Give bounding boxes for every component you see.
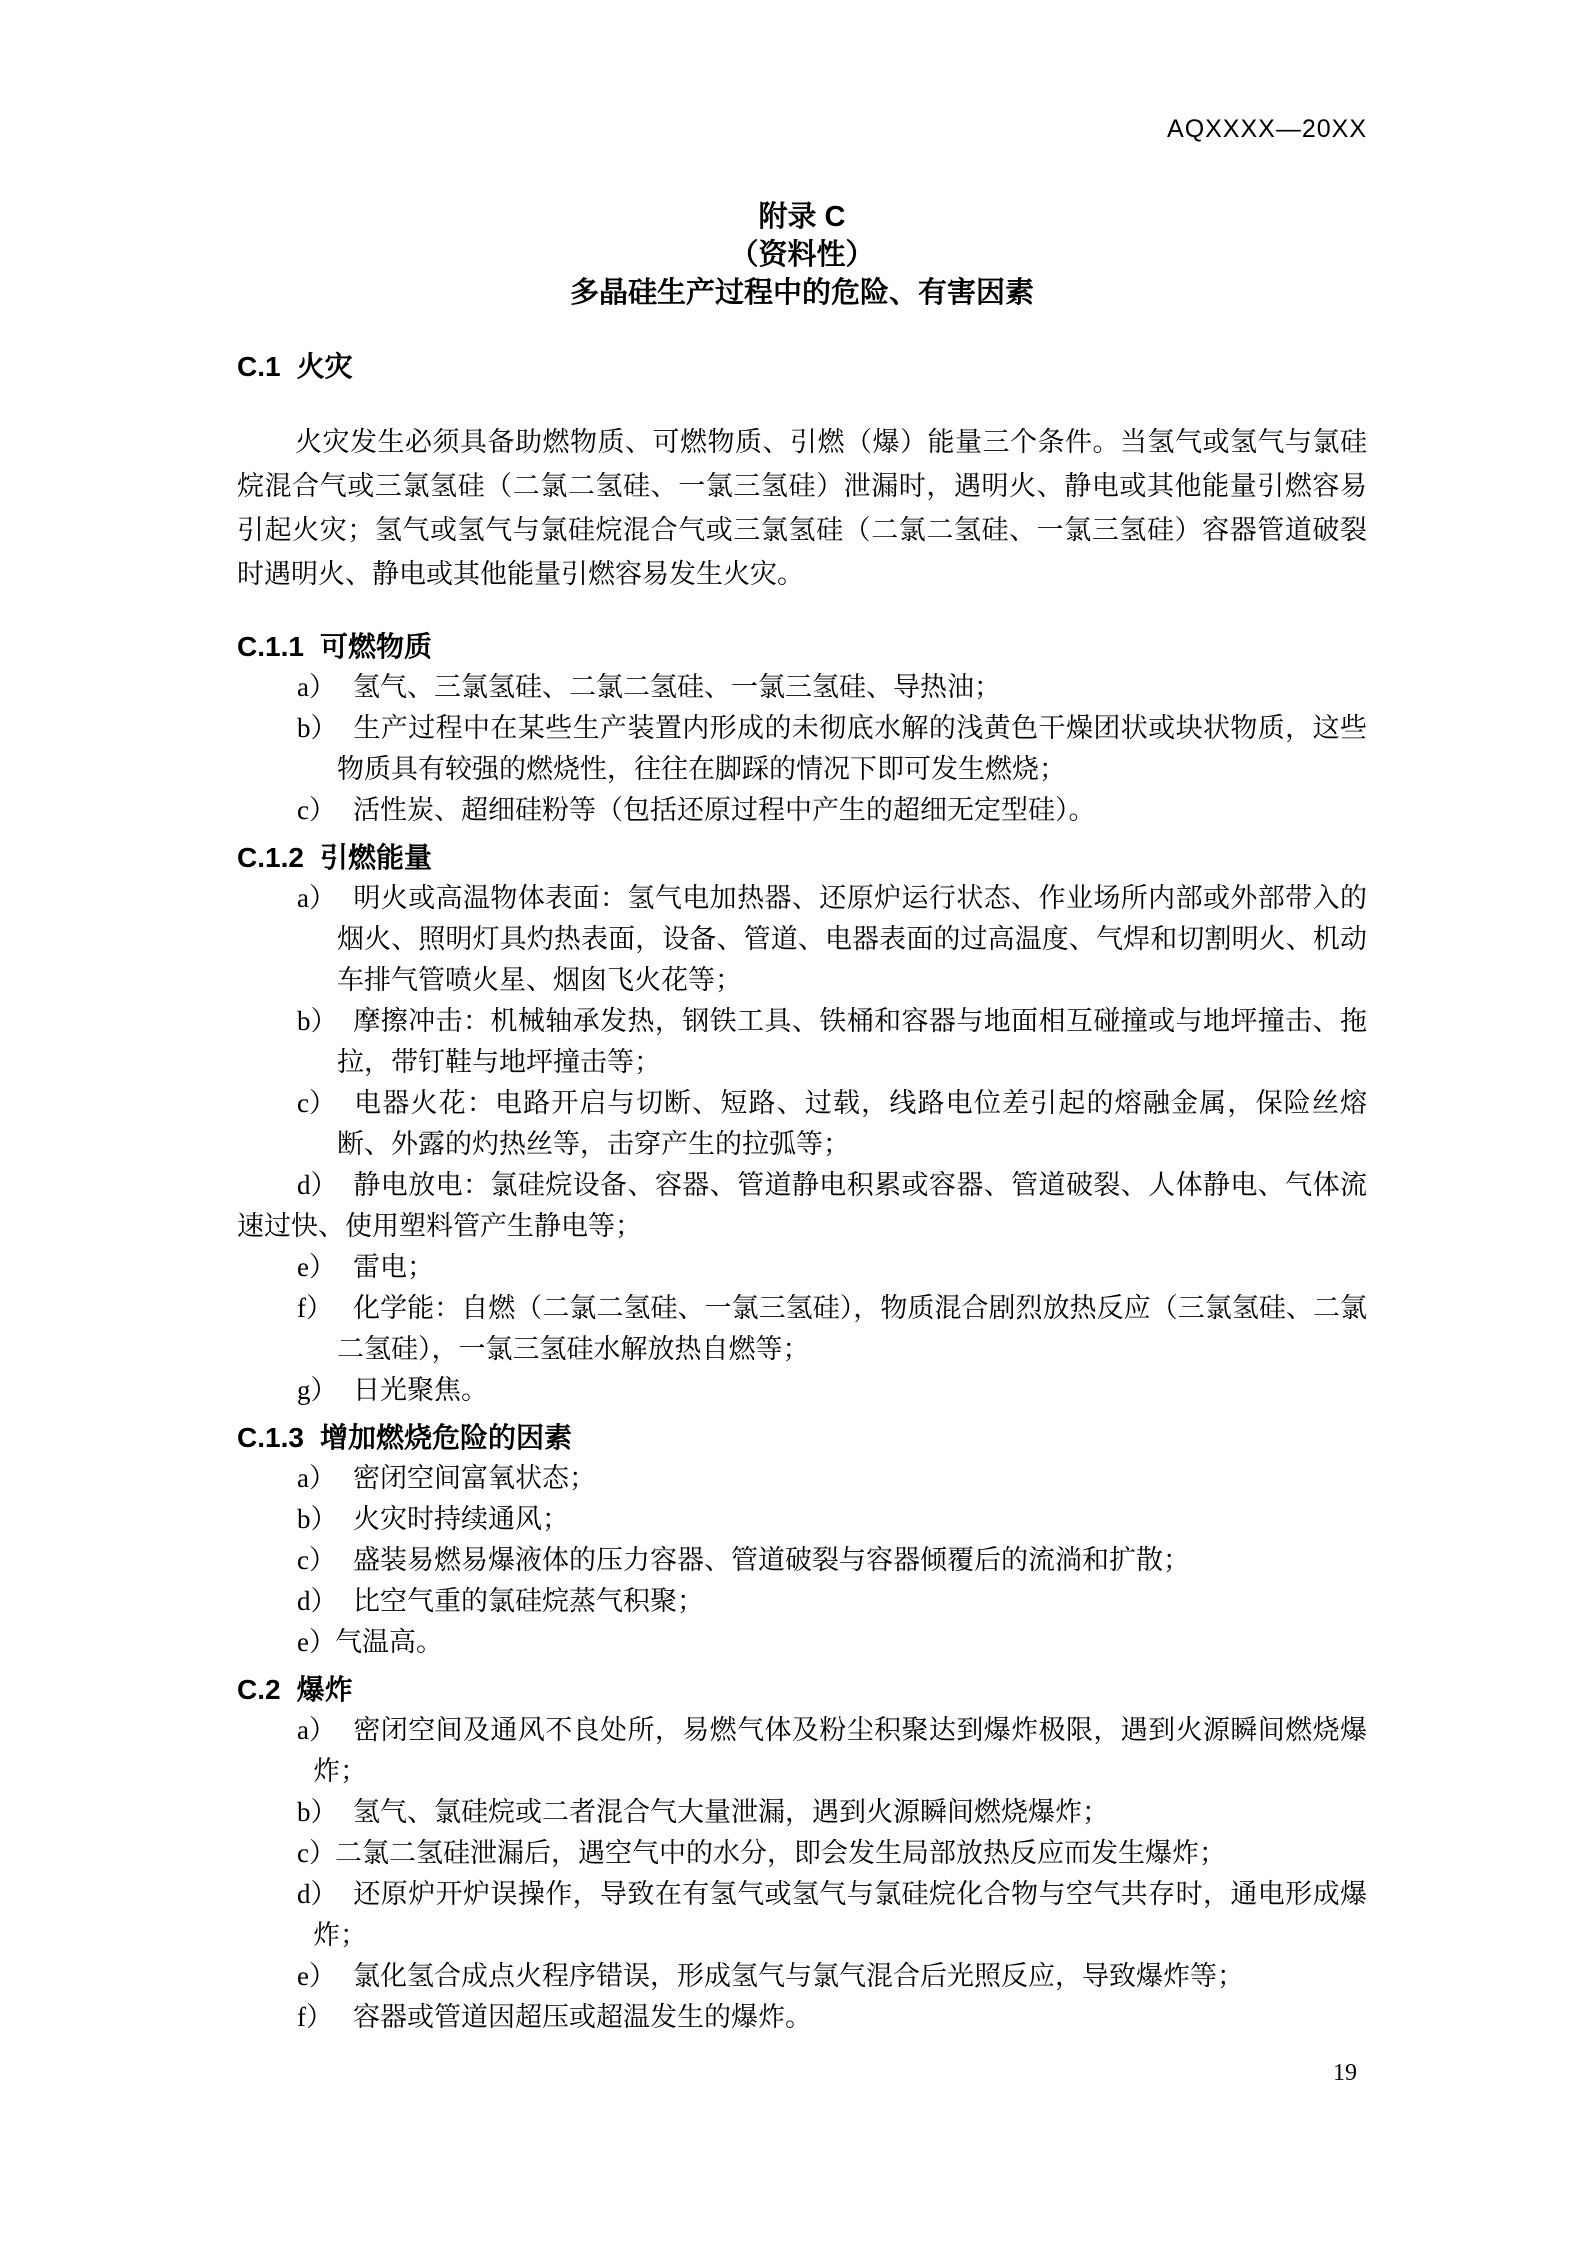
item-text: 氯化氢合成点火程序错误，形成氢气与氯气混合后光照反应，导致爆炸等； bbox=[353, 1961, 1244, 1991]
section-heading-c1-1 bbox=[237, 626, 1367, 667]
item-text: 二氯二氢硅泄漏后，遇空气中的水分，即会发生局部放热反应而发生爆炸； bbox=[335, 1838, 1226, 1868]
item-label: b） bbox=[297, 713, 338, 743]
item-label: d） bbox=[297, 1879, 338, 1909]
item-label: d） bbox=[297, 1170, 338, 1200]
item-label: f） bbox=[297, 2002, 333, 2032]
section-title: 引燃能量 bbox=[319, 842, 432, 873]
doc-code-header: AQXXXX—20XX bbox=[1167, 115, 1367, 143]
item-text: 明火或高温物体表面：氢气电加热器、还原炉运行状态、作业场所内部或外部带入的烟火、照明灯具灼热表面，设备、管道、电器表面的过高温度、气焊和切割明火、机动车排气管喷火星、烟囱飞火花等； bbox=[337, 883, 1367, 995]
item-text: 雷电； bbox=[353, 1252, 434, 1282]
item-text: 化学能：自燃（二氯二氢硅、一氯三氢硅），物质混合剧烈放热反应（三氯氢硅、二氯二氢硅），一氯三氢硅水解放热自燃等； bbox=[337, 1293, 1367, 1364]
list-item bbox=[237, 1001, 1367, 1083]
list-item bbox=[237, 1288, 1367, 1370]
section-id: C.1.1 bbox=[237, 631, 304, 662]
list-item bbox=[237, 1710, 1367, 1792]
item-text: 活性炭、超细硅粉等（包括还原过程中产生的超细无定型硅）。 bbox=[353, 795, 1096, 825]
item-label: e） bbox=[297, 1627, 336, 1657]
item-text: 摩擦冲击：机械轴承发热，钢铁工具、铁桶和容器与地面相互碰撞或与地坪撞击、拖拉，带钉鞋与地坪撞击等； bbox=[337, 1006, 1367, 1077]
list-item bbox=[237, 1458, 1367, 1499]
section-id: C.2 bbox=[237, 1674, 281, 1705]
item-label: f） bbox=[297, 1293, 333, 1323]
item-text: 气温高。 bbox=[335, 1627, 443, 1657]
list-item bbox=[237, 1247, 1367, 1288]
informative-label: （资料性） bbox=[729, 239, 875, 271]
item-text: 盛装易燃易爆液体的压力容器、管道破裂与容器倾覆后的流淌和扩散； bbox=[353, 1545, 1190, 1575]
section-heading-c1-2 bbox=[237, 837, 1367, 878]
item-label: a） bbox=[297, 1715, 336, 1745]
item-text: 日光聚焦。 bbox=[353, 1375, 488, 1405]
list-item bbox=[237, 878, 1367, 1001]
item-label: c） bbox=[297, 1088, 336, 1118]
list-item bbox=[237, 1540, 1367, 1581]
list-item bbox=[237, 1499, 1367, 1540]
item-text: 生产过程中在某些生产装置内形成的未彻底水解的浅黄色干燥团状或块状物质，这些物质具有较强的燃烧性，往往在脚踩的情况下即可发生燃烧； bbox=[337, 713, 1367, 784]
item-label: c） bbox=[297, 1545, 336, 1575]
list-item bbox=[237, 1956, 1367, 1997]
item-text: 还原炉开炉误操作，导致在有氢气或氢气与氯硅烷化合物与空气共存时，通电形成爆炸； bbox=[313, 1879, 1367, 1950]
item-label: g） bbox=[297, 1375, 338, 1405]
list-item bbox=[237, 1370, 1367, 1411]
item-text: 静电放电：氯硅烷设备、容器、管道静电积累或容器、管道破裂、人体静电、气体流速过快、使用塑料管产生静电等； bbox=[237, 1170, 1367, 1241]
section-id: C.1.3 bbox=[237, 1422, 304, 1453]
item-label: b） bbox=[297, 1504, 338, 1534]
item-text: 密闭空间及通风不良处所，易燃气体及粉尘积聚达到爆炸极限，遇到火源瞬间燃烧爆炸； bbox=[313, 1715, 1367, 1786]
item-text: 氢气、三氯氢硅、二氯二氢硅、一氯三氢硅、导热油； bbox=[353, 672, 1001, 702]
list-item bbox=[237, 1833, 1367, 1874]
item-label: d） bbox=[297, 1586, 338, 1616]
item-label: a） bbox=[297, 883, 336, 913]
item-label: b） bbox=[297, 1797, 338, 1827]
section-id: C.1 bbox=[237, 351, 281, 382]
list-item bbox=[237, 1165, 1367, 1247]
section-c1-paragraph: 火灾发生必须具备助燃物质、可燃物质、引燃（爆）能量三个条件。当氢气或氢气与氯硅烷混合气或三氯氢硅（二氯二氢硅、一氯三氢硅）泄漏时，遇明火、静电或其他能量引燃容易引起火灾；氢气或氢气与氯硅烷混合气或三氯氢硅（二氯二氢硅、一氯三氢硅）容器管道破裂时遇明火、静电或其他能量引燃容易发生火灾。 bbox=[237, 427, 1367, 589]
list-item bbox=[237, 790, 1367, 831]
list-item bbox=[237, 1874, 1367, 1956]
section-title: 可燃物质 bbox=[319, 631, 432, 662]
item-label: a） bbox=[297, 1463, 336, 1493]
appendix-label: 附录 C bbox=[758, 201, 846, 233]
item-text: 比空气重的氯硅烷蒸气积聚； bbox=[353, 1586, 704, 1616]
page-number: 19 bbox=[1333, 2060, 1357, 2086]
item-text: 电器火花：电路开启与切断、短路、过载，线路电位差引起的熔融金属，保险丝熔断、外露的灼热丝等，击穿产生的拉弧等； bbox=[337, 1088, 1367, 1159]
list-item bbox=[237, 1997, 1367, 2038]
section-heading-c1-3 bbox=[237, 1417, 1367, 1458]
appendix-subject: 多晶硅生产过程中的危险、有害因素 bbox=[569, 277, 1034, 309]
item-label: c） bbox=[297, 1838, 336, 1868]
list-item bbox=[237, 667, 1367, 708]
list-item bbox=[237, 1083, 1367, 1165]
section-heading-c1 bbox=[237, 346, 1367, 387]
section-title: 增加燃烧危险的因素 bbox=[319, 1422, 572, 1453]
section-title: 爆炸 bbox=[296, 1674, 353, 1705]
appendix-title-block bbox=[237, 198, 1367, 312]
item-text: 火灾时持续通风； bbox=[353, 1504, 569, 1534]
item-label: e） bbox=[297, 1961, 336, 1991]
item-text: 氢气、氯硅烷或二者混合气大量泄漏，遇到火源瞬间燃烧爆炸； bbox=[353, 1797, 1109, 1827]
item-label: a） bbox=[297, 672, 336, 702]
list-item bbox=[237, 1792, 1367, 1833]
section-title: 火灾 bbox=[296, 351, 353, 382]
item-text: 容器或管道因超压或超温发生的爆炸。 bbox=[353, 2002, 812, 2032]
list-item bbox=[237, 1581, 1367, 1622]
item-label: b） bbox=[297, 1006, 338, 1036]
section-heading-c2 bbox=[237, 1669, 1367, 1710]
item-text: 密闭空间富氧状态； bbox=[353, 1463, 596, 1493]
section-id: C.1.2 bbox=[237, 842, 304, 873]
list-item bbox=[237, 1622, 1367, 1663]
list-item bbox=[237, 708, 1367, 790]
item-label: c） bbox=[297, 795, 336, 825]
item-label: e） bbox=[297, 1252, 336, 1282]
